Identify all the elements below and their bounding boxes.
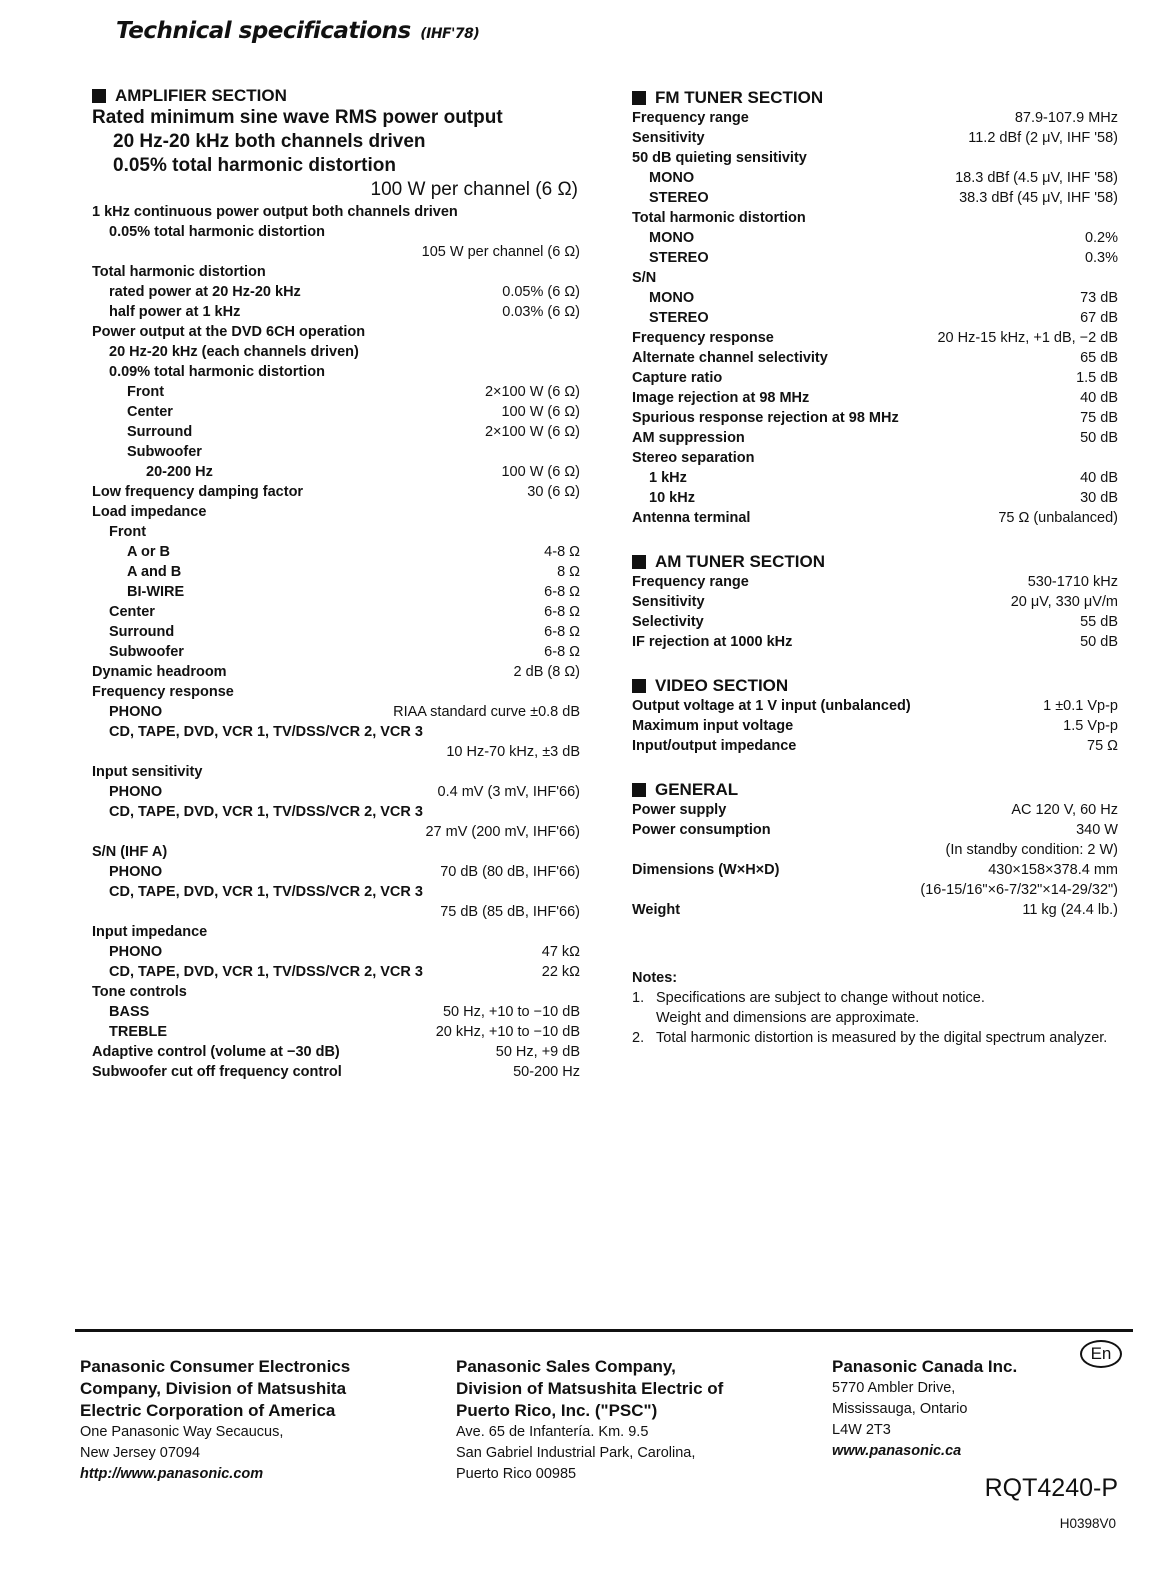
spec-value: 11.2 dBf (2 μV, IHF '58) bbox=[968, 130, 1118, 146]
spec-row bbox=[92, 1062, 580, 1082]
spec-row bbox=[92, 382, 580, 402]
spec-row bbox=[632, 208, 1118, 228]
spec-row bbox=[92, 722, 580, 742]
spec-sections bbox=[632, 88, 1118, 920]
spec-row bbox=[632, 388, 1118, 408]
note-line: Specifications are subject to change without notice. bbox=[656, 990, 985, 1006]
company-name-line: Puerto Rico, Inc. ("PSC") bbox=[456, 1401, 658, 1420]
spec-value: 30 (6 Ω) bbox=[527, 484, 580, 500]
am-heading bbox=[632, 552, 1118, 572]
spec-row bbox=[92, 962, 580, 982]
spec-row bbox=[632, 348, 1118, 368]
section-bullet-icon bbox=[632, 679, 646, 693]
spec-label: Power consumption bbox=[632, 822, 771, 838]
spec-label: Frequency response bbox=[632, 330, 774, 346]
address-line: Mississauga, Ontario bbox=[832, 1401, 968, 1417]
notes-list bbox=[632, 988, 1118, 1048]
spec-label: Total harmonic distortion bbox=[92, 264, 266, 280]
spec-row bbox=[632, 800, 1118, 820]
spec-row bbox=[632, 148, 1118, 168]
spec-row bbox=[632, 592, 1118, 612]
spec-label: Adaptive control (volume at −30 dB) bbox=[92, 1044, 340, 1060]
print-code: H0398V0 bbox=[1059, 1516, 1116, 1531]
spec-value: 0.3% bbox=[1084, 250, 1118, 266]
spec-label: Output voltage at 1 V input (unbalanced) bbox=[632, 698, 911, 714]
spec-label: Antenna terminal bbox=[632, 510, 751, 526]
company-name-line: Panasonic Sales Company, bbox=[456, 1357, 676, 1376]
am-heading-text: AM TUNER SECTION bbox=[655, 552, 825, 571]
spec-label: Input sensitivity bbox=[92, 764, 203, 780]
address-puerto-rico bbox=[456, 1356, 723, 1485]
spec-row bbox=[92, 362, 580, 382]
spec-row bbox=[92, 542, 580, 562]
note-item bbox=[632, 988, 1118, 1028]
language-badge-icon: En bbox=[1080, 1340, 1122, 1368]
section-bullet-icon bbox=[632, 91, 646, 105]
spec-label: 20-200 Hz bbox=[146, 464, 213, 480]
spec-value: 1.5 Vp-p bbox=[1063, 718, 1118, 734]
spec-row bbox=[92, 862, 580, 882]
spec-row bbox=[92, 1042, 580, 1062]
spec-row bbox=[632, 716, 1118, 736]
spec-label: Center bbox=[127, 404, 173, 420]
spec-label: Selectivity bbox=[632, 614, 704, 630]
spec-row bbox=[632, 448, 1118, 468]
note-line: Total harmonic distortion is measured by the digital spectrum analyzer. bbox=[656, 1030, 1108, 1046]
amplifier-heading bbox=[92, 86, 580, 106]
spec-label: Capture ratio bbox=[632, 370, 723, 386]
spec-value-line: 27 mV (200 mV, IHF'66) bbox=[425, 824, 580, 840]
spec-value-line: (In standby condition: 2 W) bbox=[945, 842, 1118, 858]
model-number: RQT4240-P bbox=[984, 1474, 1118, 1502]
spec-value: 4-8 Ω bbox=[544, 544, 580, 560]
spec-value: 100 W (6 Ω) bbox=[501, 404, 580, 420]
spec-value: 6-8 Ω bbox=[544, 584, 580, 600]
spec-label: Power output at the DVD 6CH operation bbox=[92, 324, 366, 340]
spec-row bbox=[632, 268, 1118, 288]
footer-rule bbox=[75, 1329, 1133, 1332]
spec-label: CD, TAPE, DVD, VCR 1, TV/DSS/VCR 2, VCR 3 bbox=[109, 804, 423, 820]
notes-heading: Notes: bbox=[632, 970, 678, 986]
spec-label: 50 dB quieting sensitivity bbox=[632, 150, 807, 166]
spec-row bbox=[92, 662, 580, 682]
spec-value: 2×100 W (6 Ω) bbox=[484, 424, 580, 440]
spec-value-line: 105 W per channel (6 Ω) bbox=[421, 244, 580, 260]
spec-label: 1 kHz bbox=[649, 470, 687, 486]
section-gap bbox=[632, 528, 1118, 552]
spec-row bbox=[92, 622, 580, 642]
spec-label: Subwoofer bbox=[109, 644, 184, 660]
spec-row bbox=[92, 942, 580, 962]
section-gap bbox=[632, 756, 1118, 780]
spec-value: 430×158×378.4 mm bbox=[988, 862, 1118, 878]
spec-label: Alternate channel selectivity bbox=[632, 350, 828, 366]
spec-label: S/N bbox=[632, 270, 657, 286]
spec-row bbox=[632, 248, 1118, 268]
spec-row bbox=[92, 782, 580, 802]
spec-value: 0.4 mV (3 mV, IHF'66) bbox=[437, 784, 580, 800]
fm-heading-text: FM TUNER SECTION bbox=[655, 88, 824, 107]
spec-label: half power at 1 kHz bbox=[109, 304, 241, 320]
spec-label: Frequency response bbox=[92, 684, 234, 700]
spec-value: 50 Hz, +10 to −10 dB bbox=[442, 1004, 580, 1020]
spec-row bbox=[92, 402, 580, 422]
spec-row bbox=[632, 168, 1118, 188]
spec-label: IF rejection at 1000 kHz bbox=[632, 634, 793, 650]
page-title bbox=[116, 18, 479, 44]
spec-label: Power supply bbox=[632, 802, 727, 818]
spec-label: 1 kHz continuous power output both channels driven bbox=[92, 204, 458, 220]
spec-value: 0.2% bbox=[1084, 230, 1118, 246]
spec-row bbox=[92, 982, 580, 1002]
spec-label: Surround bbox=[127, 424, 193, 440]
spec-row bbox=[632, 860, 1118, 880]
spec-row bbox=[92, 562, 580, 582]
spec-label: 10 kHz bbox=[649, 490, 695, 506]
section-bullet-icon bbox=[92, 89, 106, 103]
company-name-line: Panasonic Canada Inc. bbox=[832, 1357, 1018, 1376]
spec-label: CD, TAPE, DVD, VCR 1, TV/DSS/VCR 2, VCR 3 bbox=[109, 964, 423, 980]
rated-line-2: 20 Hz-20 kHz both channels driven bbox=[113, 131, 426, 152]
rated-value: 100 W per channel (6 Ω) bbox=[370, 179, 578, 200]
spec-row bbox=[92, 682, 580, 702]
amplifier-section bbox=[92, 86, 580, 1082]
section-general bbox=[632, 756, 1118, 920]
spec-label: A or B bbox=[127, 544, 170, 560]
spec-row bbox=[92, 762, 580, 782]
address-usa bbox=[80, 1356, 350, 1485]
spec-row bbox=[92, 422, 580, 442]
spec-value: 70 dB (80 dB, IHF'66) bbox=[440, 864, 580, 880]
website-url: http://www.panasonic.com bbox=[80, 1466, 264, 1482]
spec-value: 1.5 dB bbox=[1076, 370, 1118, 386]
spec-value: 11 kg (24.4 lb.) bbox=[1022, 902, 1118, 918]
spec-value: 2 dB (8 Ω) bbox=[513, 664, 580, 680]
section-gap bbox=[632, 652, 1118, 676]
address-line: L4W 2T3 bbox=[832, 1422, 891, 1438]
spec-label: Maximum input voltage bbox=[632, 718, 794, 734]
spec-label: Spurious response rejection at 98 MHz bbox=[632, 410, 899, 426]
spec-row bbox=[92, 282, 580, 302]
spec-row bbox=[632, 188, 1118, 208]
spec-row bbox=[632, 900, 1118, 920]
spec-row bbox=[632, 572, 1118, 592]
spec-row bbox=[92, 642, 580, 662]
spec-row bbox=[632, 488, 1118, 508]
note-text bbox=[656, 988, 985, 1028]
spec-value-line: (16-15/16"×6-7/32"×14-29/32") bbox=[920, 882, 1118, 898]
spec-row bbox=[92, 322, 580, 342]
spec-label: S/N (IHF A) bbox=[92, 844, 168, 860]
spec-value: 6-8 Ω bbox=[544, 644, 580, 660]
video-heading bbox=[632, 676, 1118, 696]
spec-row bbox=[632, 228, 1118, 248]
spec-value: 0.03% (6 Ω) bbox=[502, 304, 580, 320]
spec-label: 0.09% total harmonic distortion bbox=[109, 364, 325, 380]
spec-row bbox=[632, 632, 1118, 652]
spec-row bbox=[92, 602, 580, 622]
rated-line-1: Rated minimum sine wave RMS power output bbox=[92, 107, 503, 128]
note-text bbox=[656, 1028, 1107, 1048]
spec-value: 6-8 Ω bbox=[544, 624, 580, 640]
spec-label: STEREO bbox=[649, 310, 709, 326]
spec-row bbox=[92, 502, 580, 522]
spec-value: 530-1710 kHz bbox=[1027, 574, 1118, 590]
spec-label: BI-WIRE bbox=[127, 584, 185, 600]
section-bullet-icon bbox=[632, 783, 646, 797]
company-name-line: Electric Corporation of America bbox=[80, 1401, 336, 1420]
spec-label: CD, TAPE, DVD, VCR 1, TV/DSS/VCR 2, VCR 3 bbox=[109, 724, 423, 740]
spec-row bbox=[632, 508, 1118, 528]
notes bbox=[632, 968, 1118, 1048]
spec-label: PHONO bbox=[109, 784, 163, 800]
spec-value: 40 dB bbox=[1080, 470, 1118, 486]
spec-label: TREBLE bbox=[109, 1024, 167, 1040]
spec-label: BASS bbox=[109, 1004, 150, 1020]
spec-row bbox=[92, 482, 580, 502]
spec-label: STEREO bbox=[649, 250, 709, 266]
address-line: New Jersey 07094 bbox=[80, 1445, 201, 1461]
spec-row bbox=[92, 442, 580, 462]
spec-value: 8 Ω bbox=[557, 564, 580, 580]
spec-value: 73 dB bbox=[1080, 290, 1118, 306]
spec-value: RIAA standard curve ±0.8 dB bbox=[393, 704, 580, 720]
spec-value: AC 120 V, 60 Hz bbox=[1011, 802, 1118, 818]
address-line: One Panasonic Way Secaucus, bbox=[80, 1424, 284, 1440]
spec-value: 47 kΩ bbox=[541, 944, 580, 960]
spec-label: CD, TAPE, DVD, VCR 1, TV/DSS/VCR 2, VCR 3 bbox=[109, 884, 423, 900]
spec-label: Dimensions (W×H×D) bbox=[632, 862, 780, 878]
spec-label: 20 Hz-20 kHz (each channels driven) bbox=[109, 344, 359, 360]
spec-value: 65 dB bbox=[1080, 350, 1118, 366]
title-sub: (IHF'78) bbox=[420, 26, 480, 42]
spec-row bbox=[92, 222, 580, 242]
spec-row bbox=[92, 202, 580, 222]
spec-label: Low frequency damping factor bbox=[92, 484, 304, 500]
spec-label: Front bbox=[109, 524, 147, 540]
spec-label: Total harmonic distortion bbox=[632, 210, 806, 226]
company-name-line: Company, Division of Matsushita bbox=[80, 1379, 347, 1398]
spec-value: 50 dB bbox=[1080, 634, 1118, 650]
fm-heading bbox=[632, 88, 1118, 108]
spec-value: 1 ±0.1 Vp-p bbox=[1043, 698, 1118, 714]
spec-label: PHONO bbox=[109, 864, 163, 880]
note-number: 1. bbox=[632, 990, 645, 1006]
address-line: Ave. 65 de Infantería. Km. 9.5 bbox=[456, 1424, 649, 1440]
address-line: Puerto Rico 00985 bbox=[456, 1466, 577, 1482]
spec-row bbox=[92, 842, 580, 862]
spec-value: 67 dB bbox=[1080, 310, 1118, 326]
spec-row bbox=[632, 288, 1118, 308]
spec-value: 75 Ω bbox=[1087, 738, 1118, 754]
spec-label: Subwoofer cut off frequency control bbox=[92, 1064, 342, 1080]
spec-value: 50-200 Hz bbox=[513, 1064, 580, 1080]
spec-row bbox=[632, 308, 1118, 328]
spec-row bbox=[632, 408, 1118, 428]
note-line: Weight and dimensions are approximate. bbox=[656, 1010, 920, 1026]
spec-label: Input impedance bbox=[92, 924, 208, 940]
spec-row bbox=[632, 328, 1118, 348]
address-line: San Gabriel Industrial Park, Carolina, bbox=[456, 1445, 696, 1461]
spec-value: 30 dB bbox=[1080, 490, 1118, 506]
spec-value-line: 75 dB (85 dB, IHF'66) bbox=[440, 904, 580, 920]
address-canada bbox=[832, 1356, 1017, 1462]
video-heading-text: VIDEO SECTION bbox=[655, 676, 789, 695]
spec-row bbox=[632, 128, 1118, 148]
spec-row bbox=[92, 342, 580, 362]
spec-row bbox=[92, 802, 580, 822]
spec-label: AM suppression bbox=[632, 430, 745, 446]
spec-value: 22 kΩ bbox=[541, 964, 580, 980]
spec-value: 40 dB bbox=[1080, 390, 1118, 406]
spec-label: Frequency range bbox=[632, 574, 749, 590]
spec-value-line: 10 Hz-70 kHz, ±3 dB bbox=[446, 744, 580, 760]
spec-label: Tone controls bbox=[92, 984, 187, 1000]
general-heading bbox=[632, 780, 1118, 800]
spec-value: 340 W bbox=[1076, 822, 1118, 838]
spec-value: 20 Hz-15 kHz, +1 dB, −2 dB bbox=[937, 330, 1118, 346]
spec-label: Sensitivity bbox=[632, 594, 705, 610]
spec-label: Subwoofer bbox=[127, 444, 202, 460]
spec-row bbox=[92, 522, 580, 542]
spec-label: PHONO bbox=[109, 944, 163, 960]
spec-label: Image rejection at 98 MHz bbox=[632, 390, 810, 406]
spec-row bbox=[92, 262, 580, 282]
spec-value: 50 Hz, +9 dB bbox=[495, 1044, 580, 1060]
company-name-line: Division of Matsushita Electric of bbox=[456, 1379, 724, 1398]
section-video bbox=[632, 652, 1118, 756]
spec-label: Input/output impedance bbox=[632, 738, 797, 754]
amplifier-spec-list bbox=[92, 202, 580, 1082]
spec-label: MONO bbox=[649, 230, 695, 246]
spec-row bbox=[92, 702, 580, 722]
spec-label: rated power at 20 Hz-20 kHz bbox=[109, 284, 301, 300]
section-am bbox=[632, 528, 1118, 652]
spec-row bbox=[92, 462, 580, 482]
title-main: Technical specifications bbox=[116, 18, 411, 44]
spec-row bbox=[632, 428, 1118, 448]
spec-row bbox=[92, 1022, 580, 1042]
spec-value: 2×100 W (6 Ω) bbox=[484, 384, 580, 400]
spec-label: Load impedance bbox=[92, 504, 207, 520]
spec-row bbox=[632, 696, 1118, 716]
spec-value: 20 kHz, +10 to −10 dB bbox=[435, 1024, 580, 1040]
spec-row bbox=[632, 612, 1118, 632]
spec-label: Surround bbox=[109, 624, 175, 640]
amplifier-heading-text: AMPLIFIER SECTION bbox=[115, 86, 287, 105]
spec-row bbox=[92, 302, 580, 322]
spec-label: Weight bbox=[632, 902, 681, 918]
spec-label: MONO bbox=[649, 170, 695, 186]
note-item bbox=[632, 1028, 1118, 1048]
general-heading-text: GENERAL bbox=[655, 780, 739, 799]
spec-label: Frequency range bbox=[632, 110, 749, 126]
spec-label: Center bbox=[109, 604, 155, 620]
spec-row bbox=[92, 922, 580, 942]
spec-row bbox=[632, 736, 1118, 756]
company-name-line: Panasonic Consumer Electronics bbox=[80, 1357, 351, 1376]
address-line: 5770 Ambler Drive, bbox=[832, 1380, 956, 1396]
spec-label: Sensitivity bbox=[632, 130, 705, 146]
spec-label: Stereo separation bbox=[632, 450, 755, 466]
spec-label: A and B bbox=[127, 564, 182, 580]
spec-row bbox=[92, 1002, 580, 1022]
spec-value: 20 μV, 330 μV/m bbox=[1010, 594, 1118, 610]
spec-value: 50 dB bbox=[1080, 430, 1118, 446]
spec-label: Front bbox=[127, 384, 165, 400]
spec-label: Dynamic headroom bbox=[92, 664, 227, 680]
spec-label: 0.05% total harmonic distortion bbox=[109, 224, 325, 240]
section-bullet-icon bbox=[632, 555, 646, 569]
spec-value: 87.9-107.9 MHz bbox=[1014, 110, 1118, 126]
spec-label: PHONO bbox=[109, 704, 163, 720]
tuner-video-general-column bbox=[632, 88, 1118, 1048]
spec-label: MONO bbox=[649, 290, 695, 306]
rated-line-3: 0.05% total harmonic distortion bbox=[113, 155, 396, 176]
spec-row bbox=[632, 820, 1118, 840]
spec-value: 55 dB bbox=[1080, 614, 1118, 630]
spec-value: 75 Ω (unbalanced) bbox=[998, 510, 1118, 526]
spec-row bbox=[632, 108, 1118, 128]
section-fm bbox=[632, 88, 1118, 528]
spec-value: 0.05% (6 Ω) bbox=[502, 284, 580, 300]
spec-row bbox=[632, 368, 1118, 388]
spec-value: 6-8 Ω bbox=[544, 604, 580, 620]
website-url: www.panasonic.ca bbox=[832, 1443, 962, 1459]
spec-value: 75 dB bbox=[1080, 410, 1118, 426]
spec-value: 18.3 dBf (4.5 μV, IHF '58) bbox=[955, 170, 1118, 186]
spec-label: STEREO bbox=[649, 190, 709, 206]
spec-value: 100 W (6 Ω) bbox=[501, 464, 580, 480]
note-number: 2. bbox=[632, 1030, 645, 1046]
spec-row bbox=[92, 582, 580, 602]
spec-value: 38.3 dBf (45 μV, IHF '58) bbox=[959, 190, 1118, 206]
spec-row bbox=[632, 468, 1118, 488]
spec-row bbox=[92, 882, 580, 902]
